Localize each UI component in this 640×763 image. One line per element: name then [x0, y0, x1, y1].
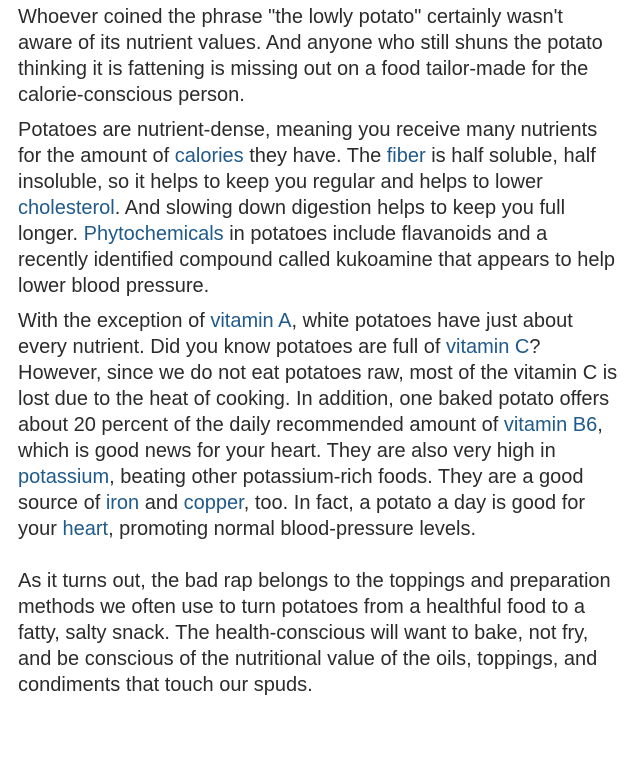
paragraph-nutrients: [18, 117, 622, 299]
paragraph-text: As it turns out, the bad rap belongs to the toppings and preparation methods we often use to turn potatoes from a healthful food to a fatty, salty snack. The health-conscious will want to bake, not fry, and be conscious of the nutritional value of the oils, toppings, and condiments that touch our spuds.: [18, 570, 611, 696]
link-heart[interactable]: heart: [62, 518, 109, 540]
link-iron[interactable]: iron: [105, 492, 140, 514]
link-fiber[interactable]: fiber: [386, 145, 426, 167]
link-vitamin-c[interactable]: vitamin C: [446, 336, 530, 358]
paragraph-text: Whoever coined the phrase "the lowly potato" certainly wasn't aware of its nutrient values. And anyone who still shuns the potato thinking it is fattening is missing out on a food tailor-made for the calorie-conscious person.: [18, 6, 603, 106]
paragraph-text: in potatoes include flavanoids and a recently identified compound called kukoamine that appears to help lower blood pressure.: [18, 223, 616, 297]
paragraph-vitamins: [18, 308, 622, 542]
paragraph-text: , which is good news for your heart. They are also very high in: [18, 414, 603, 462]
link-cholesterol[interactable]: cholesterol: [18, 197, 115, 219]
paragraph-text: and: [139, 492, 184, 514]
link-vitamin-a[interactable]: vitamin A: [210, 310, 292, 332]
paragraph-text: they have. The: [243, 145, 387, 167]
paragraph-text: . And slowing down digestion helps to keep you full longer.: [18, 197, 566, 245]
paragraph-text: ? However, since we do not eat potatoes raw, most of the vitamin C is lost due to the heat of cooking. In addition, one baked potato offers about 20 percent of the daily recommended amount of: [18, 336, 618, 436]
link-calories[interactable]: calories: [174, 145, 244, 167]
paragraph-text: is half soluble, half insoluble, so it helps to keep you regular and helps to lower: [18, 145, 596, 193]
paragraph-text: , too. In fact, a potato a day is good for your: [18, 492, 586, 540]
link-copper[interactable]: copper: [183, 492, 244, 514]
link-vitamin-b6[interactable]: vitamin B6: [503, 414, 598, 436]
paragraph-text: , promoting normal blood-pressure levels.: [108, 518, 477, 540]
paragraph-text: , beating other potassium-rich foods. They are a good source of: [18, 466, 584, 514]
paragraph-text: Potatoes are nutrient-dense, meaning you receive many nutrients for the amount of: [18, 119, 598, 167]
link-potassium[interactable]: potassium: [18, 466, 110, 488]
paragraph-conclusion: [18, 568, 622, 698]
paragraph-text: With the exception of: [18, 310, 211, 332]
paragraph-text: , white potatoes have just about every nutrient. Did you know potatoes are full of: [18, 310, 573, 358]
link-phytochemicals[interactable]: Phytochemicals: [83, 223, 224, 245]
paragraph-intro: [18, 4, 622, 108]
